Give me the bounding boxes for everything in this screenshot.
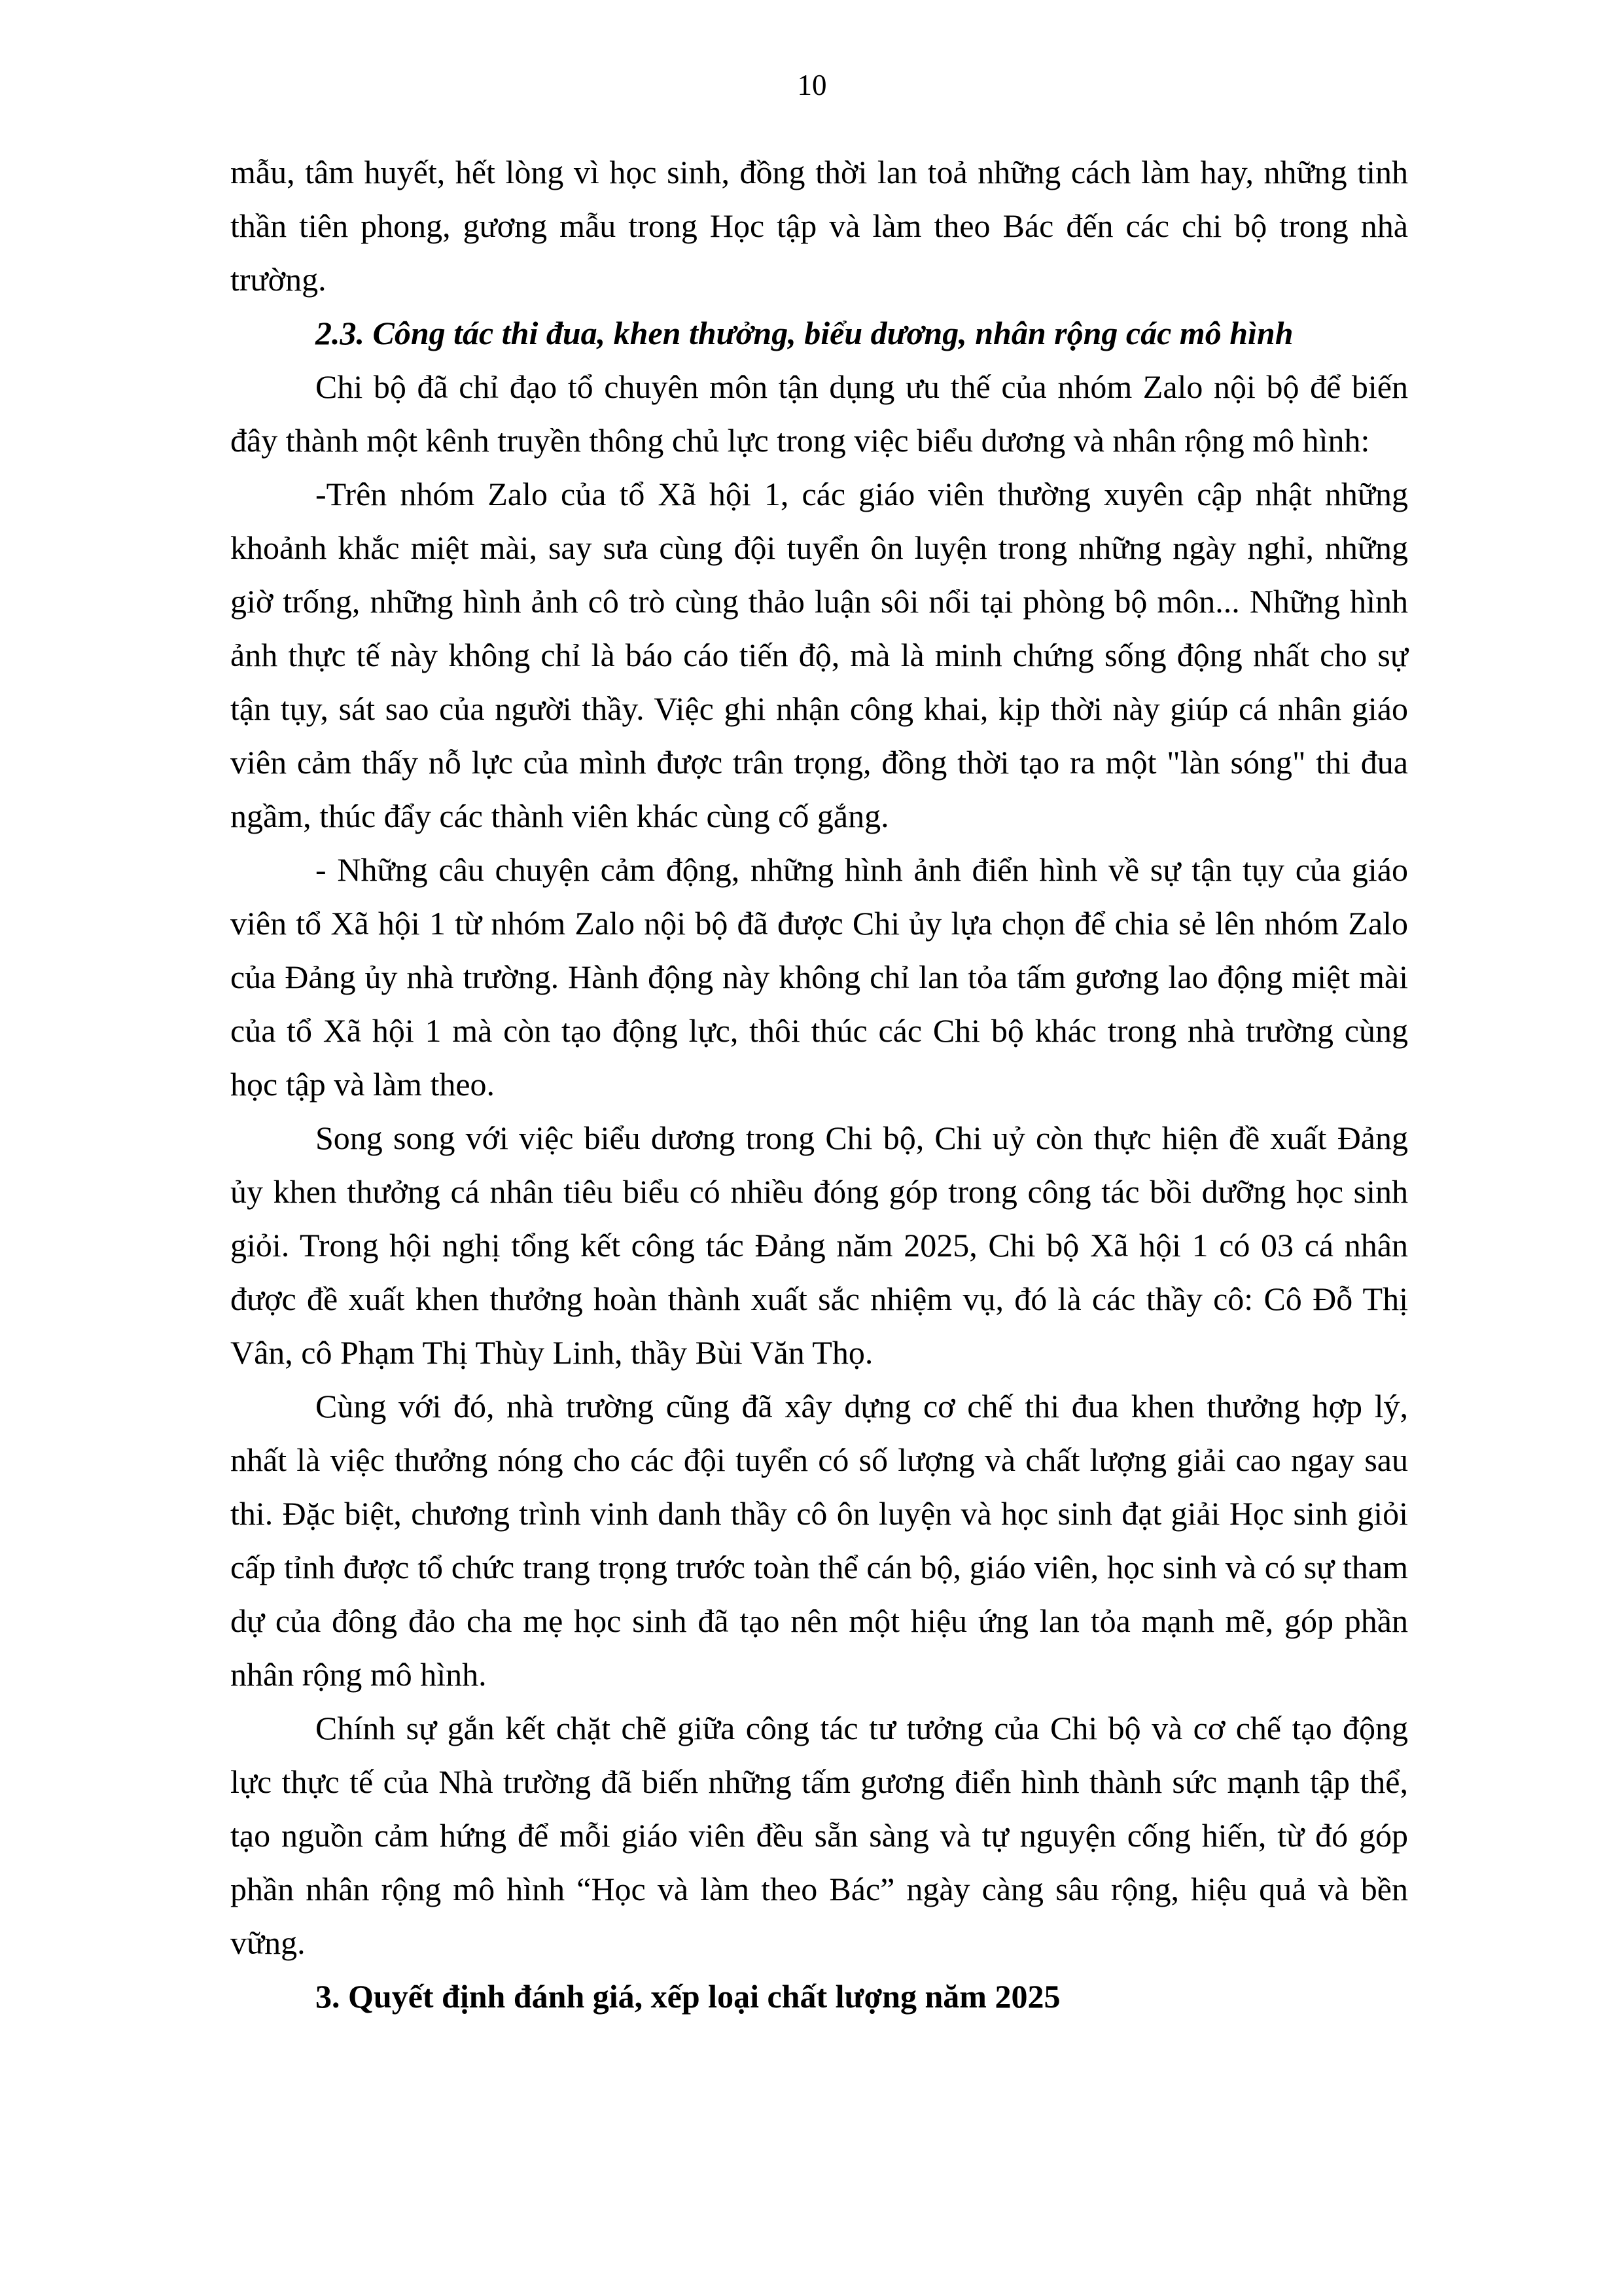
paragraph-continuation: mẫu, tâm huyết, hết lòng vì học sinh, đồng thời lan toả những cách làm hay, những tinh thần tiên phong, gương mẫu trong Học tập và làm theo Bác đến các chi bộ trong nhà trường. <box>230 154 1408 298</box>
paragraph-bullet-zalo-updates: -Trên nhóm Zalo của tổ Xã hội 1, các giáo viên thường xuyên cập nhật những khoảnh khắc miệt mài, say sưa cùng đội tuyển ôn luyện trong những ngày nghỉ, những giờ trống, những hình ảnh cô trò cùng thảo luận sôi nổi tại phòng bộ môn... Những hình ảnh thực tế này không chỉ là báo cáo tiến độ, mà là minh chứng sống động nhất cho sự tận tụy, sát sao của người thầy. Việc ghi nhận công khai, kịp thời này giúp cá nhân giáo viên cảm thấy nỗ lực của mình được trân trọng, đồng thời tạo ra một "làn sóng" thi đua ngầm, thúc đẩy các thành viên khác cùng cố gắng. <box>230 476 1408 834</box>
paragraph-reward-mechanism: Cùng với đó, nhà trường cũng đã xây dựng cơ chế thi đua khen thưởng hợp lý, nhất là việc thưởng nóng cho các đội tuyển có số lượng và chất lượng giải cao ngay sau thi. Đặc biệt, chương trình vinh danh thầy cô ôn luyện và học sinh đạt giải Học sinh giỏi cấp tỉnh được tổ chức trang trọng trước toàn thể cán bộ, giáo viên, học sinh và có sự tham dự của đông đảo cha mẹ học sinh đã tạo nên một hiệu ứng lan tỏa mạnh mẽ, góp phần nhân rộng mô hình. <box>230 1388 1408 1693</box>
page-content-body <box>230 145 1408 2023</box>
paragraph-bullet-stories-shared: - Những câu chuyện cảm động, những hình ảnh điển hình về sự tận tụy của giáo viên tổ Xã hội 1 từ nhóm Zalo nội bộ đã được Chi ủy lựa chọn để chia sẻ lên nhóm Zalo của Đảng ủy nhà trường. Hành động này không chỉ lan tỏa tấm gương lao động miệt mài của tổ Xã hội 1 mà còn tạo động lực, thôi thúc các Chi bộ khác trong nhà trường cùng học tập và làm theo. <box>230 851 1408 1103</box>
heading-3-quality-evaluation: 3. Quyết định đánh giá, xếp loại chất lượng năm 2025 <box>315 1978 1061 2015</box>
paragraph-commendation-proposals: Song song với việc biểu dương trong Chi bộ, Chi uỷ còn thực hiện đề xuất Đảng ủy khen thưởng cá nhân tiêu biểu có nhiều đóng góp trong công tác bồi dưỡng học sinh giỏi. Trong hội nghị tổng kết công tác Đảng năm 2025, Chi bộ Xã hội 1 có 03 cá nhân được đề xuất khen thưởng hoàn thành xuất sắc nhiệm vụ, đó là các thầy cô: Cô Đỗ Thị Vân, cô Phạm Thị Thùy Linh, thầy Bùi Văn Thọ. <box>230 1120 1408 1371</box>
page-number: 10 <box>797 69 827 101</box>
paragraph-zalo-intro: Chi bộ đã chỉ đạo tổ chuyên môn tận dụng ưu thế của nhóm Zalo nội bộ để biến đây thành một kênh truyền thông chủ lực trong việc biểu dương và nhân rộng mô hình: <box>230 368 1408 459</box>
heading-2-3: 2.3. Công tác thi đua, khen thưởng, biểu dương, nhân rộng các mô hình <box>315 315 1294 351</box>
paragraph-cohesion-conclusion: Chính sự gắn kết chặt chẽ giữa công tác tư tưởng của Chi bộ và cơ chế tạo động lực thực tế của Nhà trường đã biến những tấm gương điển hình thành sức mạnh tập thể, tạo nguồn cảm hứng để mỗi giáo viên đều sẵn sàng và tự nguyện cống hiến, từ đó góp phần nhân rộng mô hình “Học và làm theo Bác” ngày càng sâu rộng, hiệu quả và bền vững. <box>230 1710 1408 1961</box>
